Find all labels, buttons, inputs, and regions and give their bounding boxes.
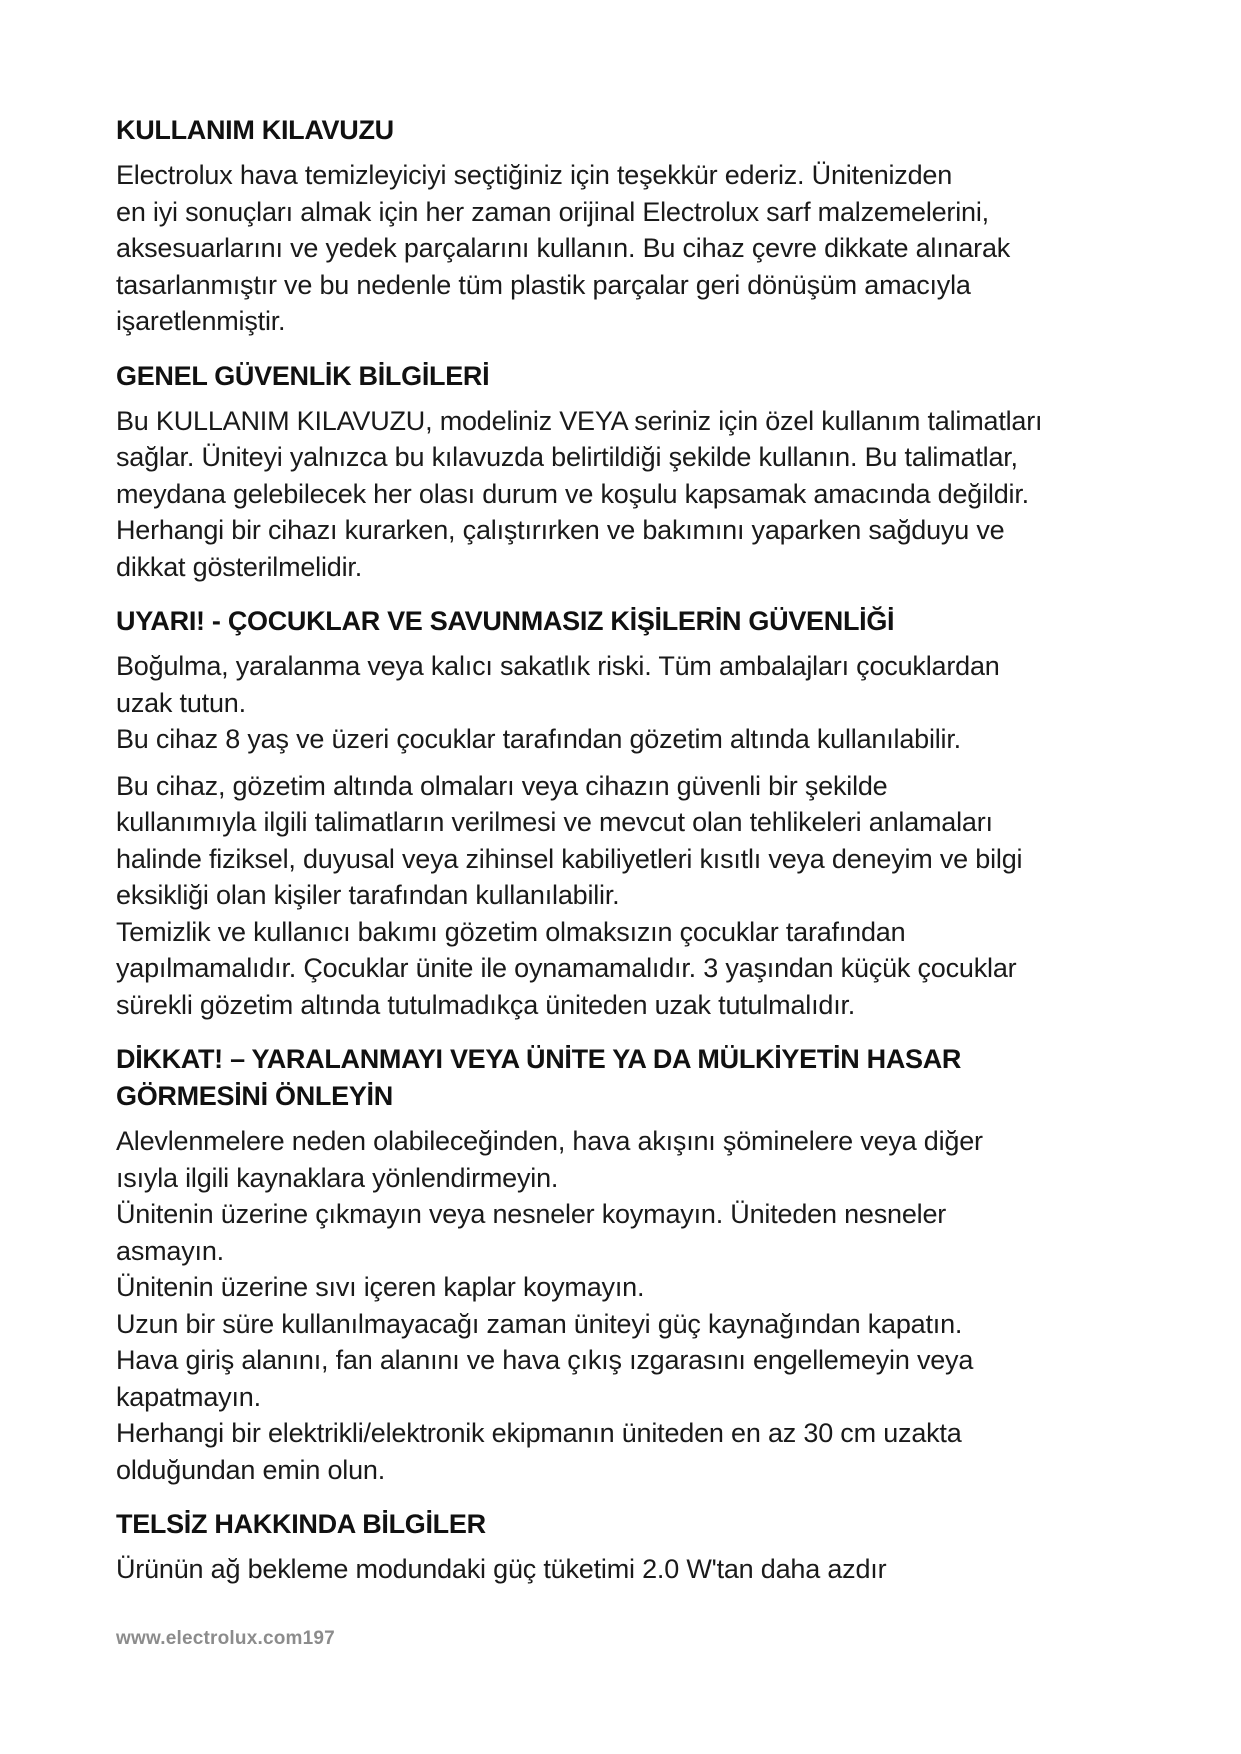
section-general-safety	[116, 358, 1176, 586]
section-heading: TELSİZ HAKKINDA BİLGİLER	[116, 1509, 486, 1539]
section-user-manual	[116, 112, 1176, 340]
section-paragraph: Alevlenmelere neden olabileceğinden, hava akışını şöminelere veya diğer ısıyla ilgili kaynaklara yönlendirmeyin. Ünitenin üzerine çıkmayın veya nesneler koymayın. Üniteden nesneler asmayın. Ünitenin üzerine sıvı içeren kaplar koymayın. Uzun bir süre kullanılmayacağı zaman üniteyi güç kaynağından kapatın. Hava giriş alanını, fan alanını ve hava çıkış ızgarasını engellemeyin veya kapatmayın. Herhangi bir elektrikli/elektronik ekipmanın üniteden en az 30 cm uzakta olduğundan emin olun.	[116, 1126, 983, 1485]
section-caution-damage	[116, 1041, 1176, 1488]
section-paragraph: Ürünün ağ bekleme modundaki güç tüketimi 2.0 W'tan daha azdır	[116, 1554, 887, 1584]
section-heading: KULLANIM KILAVUZU	[116, 115, 394, 145]
section-wireless-info	[116, 1506, 1176, 1588]
section-children-safety-warning	[116, 603, 1176, 1023]
section-paragraph: Boğulma, yaralanma veya kalıcı sakatlık riski. Tüm ambalajları çocuklardan uzak tutun. Bu cihaz 8 yaş ve üzeri çocuklar tarafından gözetim altında kullanılabilir.	[116, 651, 1000, 754]
section-heading: GENEL GÜVENLİK BİLGİLERİ	[116, 360, 490, 391]
section-heading: DİKKAT! – YARALANMAYI VEYA ÜNİTE YA DA MÜLKİYETİN HASAR GÖRMESİNİ ÖNLEYİN	[116, 1044, 962, 1111]
section-heading: UYARI! - ÇOCUKLAR VE SAVUNMASIZ KİŞİLERİN GÜVENLİĞİ	[116, 606, 895, 636]
section-paragraph: Electrolux hava temizleyiciyi seçtiğiniz için teşekkür ederiz. Ünitenizden en iyi sonuçları almak için her zaman orijinal Electrolux sarf malzemelerini, aksesuarlarını ve yedek parçalarını kullanın. Bu cihaz çevre dikkate alınarak tasarlanmıştır ve bu nedenle tüm plastik parçalar geri dönüşüm amacıyla işaretlenmiştir.	[116, 160, 1011, 336]
section-paragraph: Bu cihaz, gözetim altında olmaları veya cihazın güvenli bir şekilde kullanımıyla ilgili talimatların verilmesi ve mevcut olan tehlikeleri anlamaları halinde fiziksel, duyusal veya zihinsel kabiliyetleri kısıtlı veya deneyim ve bilgi eksikliği olan kişiler tarafından kullanılabilir. Temizlik ve kullanıcı bakımı gözetim olmaksızın çocuklar tarafından yapılmamalıdır. Çocuklar ünite ile oynamamalıdır. 3 yaşından küçük çocuklar sürekli gözetim altında tutulmadıkça üniteden uzak tutulmalıdır.	[116, 770, 1023, 1020]
page-footer: www.electrolux.com197	[116, 1628, 335, 1649]
document-body	[116, 112, 1176, 1606]
section-paragraph: Bu KULLANIM KILAVUZU, modeliniz VEYA seriniz için özel kullanım talimatları sağlar. Üniteyi yalnızca bu kılavuzda belirtildiği şekilde kullanın. Bu talimatlar, meydana gelebilecek her olası durum ve koşulu kapsamak amacında değildir. Herhangi bir cihazı kurarken, çalıştırırken ve bakımını yaparken sağduyu ve dikkat gösterilmelidir.	[116, 405, 1043, 582]
